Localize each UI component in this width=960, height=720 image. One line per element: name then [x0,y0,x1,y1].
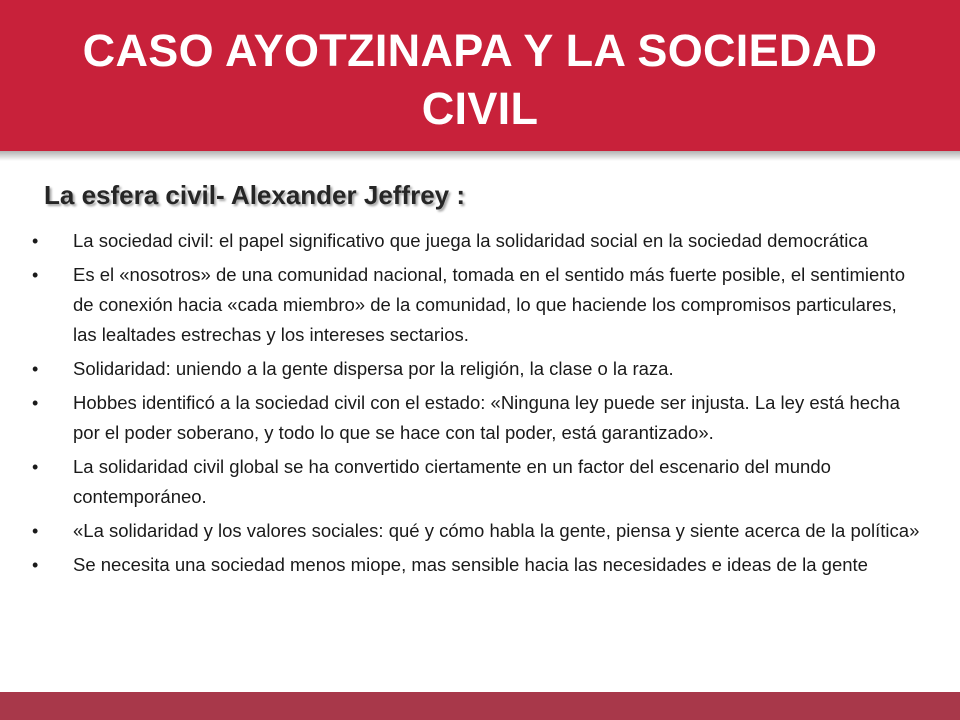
bullet-list [32,226,924,584]
title-banner-shadow [0,151,960,161]
bullet-item [32,550,924,580]
slide-title: CASO AYOTZINAPA Y LA SOCIEDAD CIVIL [82,25,878,134]
bullet-text: Solidaridad: uniendo a la gente dispersa por la religión, la clase o la raza. [73,358,674,379]
bullet-item [32,388,924,448]
bullet-item [32,516,924,546]
bullet-item [32,354,924,384]
section-subtitle: La esfera civil- Alexander Jeffrey : [44,180,466,210]
bullet-text: Es el «nosotros» de una comunidad nacional, tomada en el sentido más fuerte posible, el sentimiento de conexión hacia «cada miembro» de la comunidad, lo que haciende los compromisos particulares, las lealtades estrechas y los intereses sectarios. [73,264,905,345]
bullet-dot-icon: • [32,457,39,477]
bullet-item [32,226,924,256]
footer-bar [0,692,960,720]
bullet-text: La solidaridad civil global se ha convertido ciertamente en un factor del escenario del mundo contemporáneo. [73,456,831,507]
bullet-dot-icon: • [32,521,39,541]
bullet-dot-icon: • [32,231,39,251]
bullet-text: Hobbes identificó a la sociedad civil con el estado: «Ninguna ley puede ser injusta. La ley está hecha por el poder soberano, y todo lo que se hace con tal poder, está garantizado». [73,392,900,443]
bullet-text: La sociedad civil: el papel significativo que juega la solidaridad social en la sociedad democrática [73,230,868,251]
bullet-text: «La solidaridad y los valores sociales: qué y cómo habla la gente, piensa y siente acerca de la política» [73,520,920,541]
bullet-text: Se necesita una sociedad menos miope, mas sensible hacia las necesidades e ideas de la gente [73,554,868,575]
bullet-dot-icon: • [32,555,39,575]
bullet-item [32,260,924,350]
bullet-dot-icon: • [32,393,39,413]
bullet-item [32,452,924,512]
bullet-dot-icon: • [32,265,39,285]
bullet-dot-icon: • [32,359,39,379]
